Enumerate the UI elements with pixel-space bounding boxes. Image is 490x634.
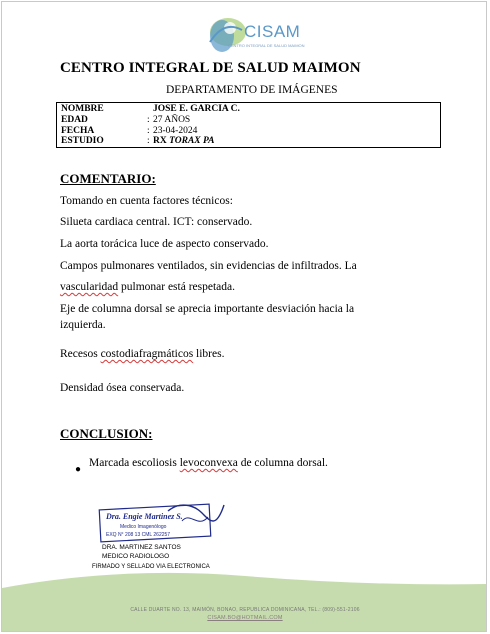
bullet-icon: ●	[75, 464, 82, 475]
stamp-doctor-name: Dra. Engie Martinez S.	[106, 512, 183, 521]
row-label: FECHA	[61, 126, 95, 136]
comment-paragraph: Silueta cardiaca central. ICT: conservado.	[60, 216, 253, 228]
stamp-registration: EXQ N° 208 13 CML 262257	[106, 532, 171, 538]
comment-paragraph: Eje de columna dorsal se aprecia importante desviación hacia la	[60, 303, 355, 315]
row-value: JOSE E. GARCIA C.	[153, 104, 240, 114]
row-label: ESTUDIO	[61, 136, 104, 146]
footer-email: CISAM.BO@HOTMAIL.COM	[207, 615, 283, 621]
comment-paragraph: vascularidad pulmonar está respetada.	[60, 281, 235, 293]
comment-paragraph: Campos pulmonares ventilados, sin evidencias de infiltrados. La	[60, 260, 357, 272]
logo-text: CISAM	[244, 22, 301, 41]
patient-row-name	[61, 104, 441, 115]
doctor-title: MEDICO RADIOLOGO	[102, 553, 170, 560]
patient-row-date: FECHA : 23-04-2024	[61, 126, 198, 136]
comment-paragraph: Densidad ósea conservada.	[60, 382, 185, 394]
logo-subtitle: CENTRO INTEGRAL DE SALUD MAIMON	[228, 43, 305, 48]
row-label: NOMBRE	[61, 104, 104, 114]
stamp-specialty: Medico Imagenólogo	[120, 524, 167, 530]
comment-heading: COMENTARIO:	[60, 171, 156, 186]
patient-row-study: ESTUDIO : RX TORAX PA	[61, 136, 215, 146]
comment-paragraph: La aorta torácica luce de aspecto conservado.	[60, 238, 269, 250]
row-value: RX TORAX PA	[153, 136, 215, 146]
comment-paragraph: Tomando en cuenta factores técnicos:	[60, 195, 233, 207]
signature-note: FIRMADO Y SELLADO VIA ELECTRONICA	[92, 564, 210, 570]
document-page	[1, 1, 487, 632]
doctor-name: DRA. MARTINEZ SANTOS	[102, 544, 181, 551]
conclusion-heading: CONCLUSION:	[60, 426, 153, 441]
page-title: CENTRO INTEGRAL DE SALUD MAIMON	[60, 60, 361, 76]
doctor-stamp	[98, 499, 228, 545]
patient-row-age: EDAD : 27 AÑOS	[61, 115, 191, 125]
comment-paragraph: Recesos costodiafragmáticos libres.	[60, 348, 225, 360]
department-name: DEPARTAMENTO DE IMÁGENES	[166, 84, 338, 96]
footer-address: CALLE DUARTE NO. 13, MAIMÓN, BONAO, REPUBLICA DOMINICANA, TEL.: (809)-551-2106	[130, 607, 360, 613]
row-label: EDAD	[61, 115, 88, 125]
conclusion-item: Marcada escoliosis levoconvexa de columna dorsal.	[89, 457, 328, 469]
row-value: 23-04-2024	[153, 126, 198, 136]
patient-info-box	[56, 102, 441, 148]
comment-paragraph: izquierda.	[60, 319, 106, 331]
row-value: 27 AÑOS	[153, 115, 191, 125]
footer-wave	[2, 570, 487, 632]
